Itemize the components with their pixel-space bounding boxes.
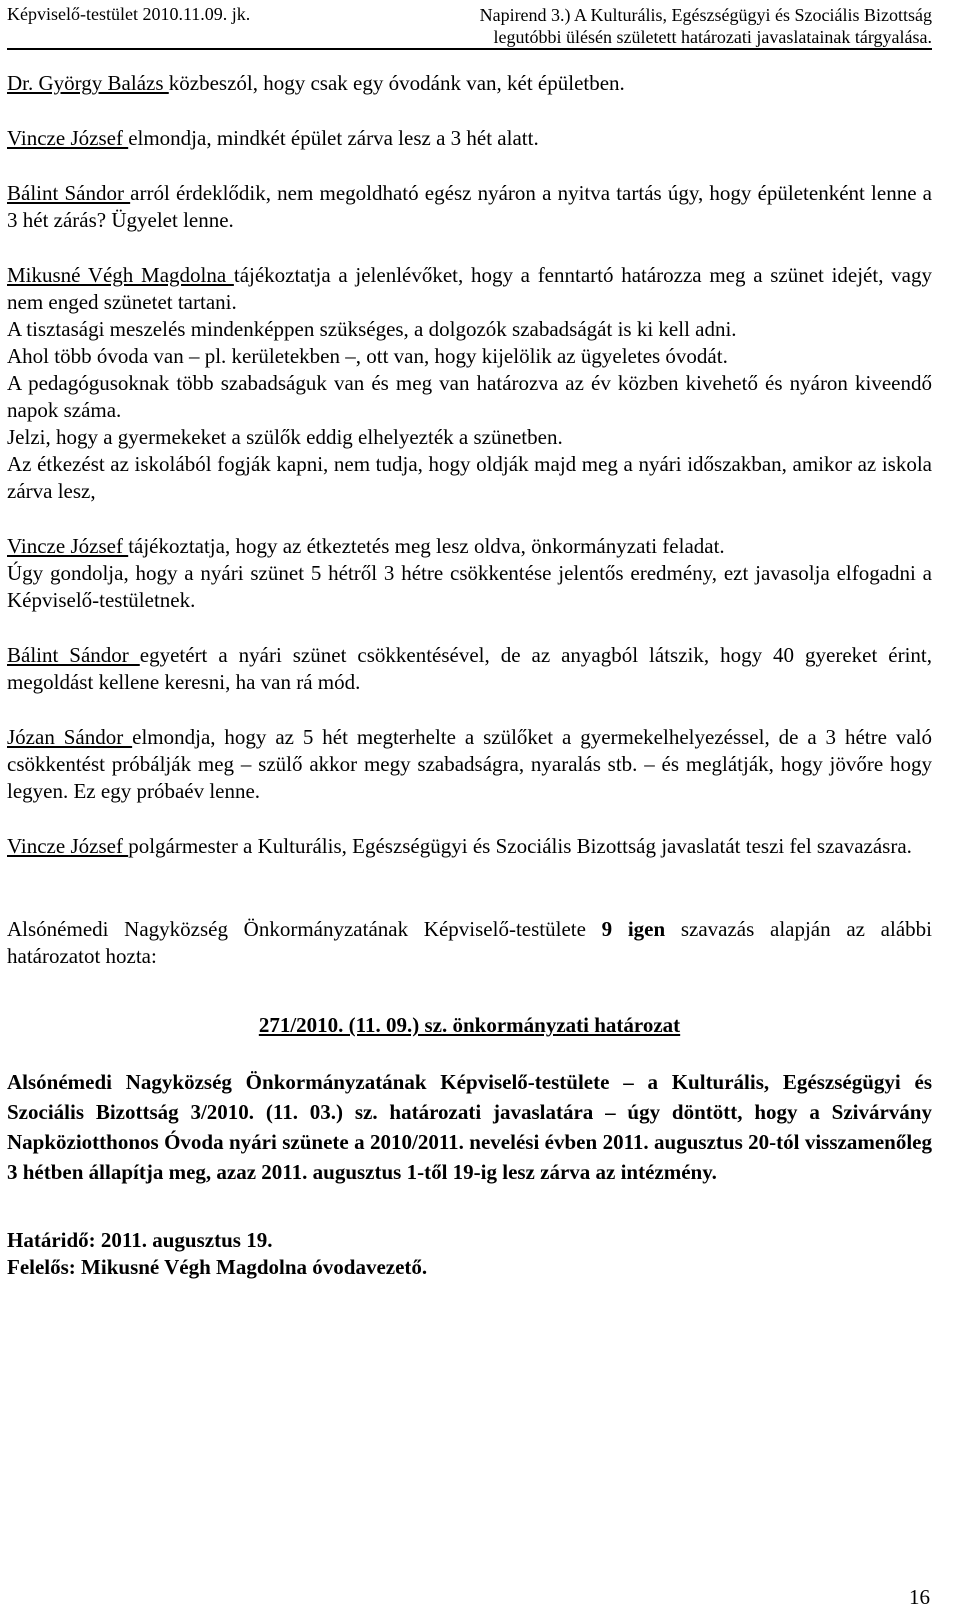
vote-pre: Alsónémedi Nagyközség Önkormányzatának Képviselő-testülete xyxy=(7,917,602,941)
header-right-line2: legutóbbi ülésén született határozati javaslatainak tárgyalása. xyxy=(493,27,932,47)
document-body xyxy=(7,70,932,1281)
paragraph-7 xyxy=(7,724,932,805)
speaker-name: Józan Sándor xyxy=(7,725,133,749)
paragraph-text: arról érdeklődik, nem megoldható egész nyáron a nyitva tartás úgy, hogy épületenként lenne a 3 hét zárás? Ügyelet lenne. xyxy=(7,181,932,232)
paragraph-text: tájékoztatja, hogy az étkeztetés meg lesz oldva, önkormányzati feladat. xyxy=(128,534,725,558)
page-header xyxy=(7,0,932,50)
vote-paragraph xyxy=(7,916,932,970)
paragraph-text: egyetért a nyári szünet csökkentésével, de az anyagból látszik, hogy 40 gyereket érint, megoldást kellene keresni, ha van rá mód. xyxy=(7,643,933,694)
header-right-line1: Napirend 3.) A Kulturális, Egészségügyi és Szociális Bizottság xyxy=(479,5,932,25)
decision-title: 271/2010. (11. 09.) sz. önkormányzati határozat xyxy=(258,1013,681,1037)
paragraph-4 xyxy=(7,262,932,316)
vote-count: 9 igen xyxy=(601,917,666,941)
paragraph-text: közbeszól, hogy csak egy óvodánk van, két épületben. xyxy=(168,71,625,95)
speaker-name: Bálint Sándor xyxy=(7,181,131,205)
paragraph-5 xyxy=(7,533,932,560)
speaker-name: Dr. György Balázs xyxy=(7,71,169,95)
decision-responsible: Felelős: Mikusné Végh Magdolna óvodavezető. xyxy=(7,1255,428,1279)
speaker-name: Vincze József xyxy=(7,834,129,858)
decision-body: Alsónémedi Nagyközség Önkormányzatának Képviselő-testülete – a Kulturális, Egészségügyi és Szociális Bizottság 3/2010. (11. 03.) sz. határozati javaslatára – úgy döntött, hogy a Szivárvány Napköziotthonos Óvoda nyári szünete a 2010/2011. nevelési évben 2011. augusztus 20-tól visszamenőleg 3 hétben állapítja meg, azaz 2011. augusztus 1-től 19-ig lesz zárva az intézmény. xyxy=(7,1070,932,1184)
paragraph-4-line-5: Jelzi, hogy a gyermekeket a szülők eddig elhelyezték a szünetben. xyxy=(7,425,563,449)
paragraph-text: polgármester a Kulturális, Egészségügyi és Szociális Bizottság javaslatát teszi fel szavazásra. xyxy=(128,834,912,858)
paragraph-text: elmondja, mindkét épület zárva lesz a 3 hét alatt. xyxy=(128,126,539,150)
paragraph-4-line-4: A pedagógusoknak több szabadságuk van és meg van határozva az év közben kivehető és nyáron kiveendő napok száma. xyxy=(7,371,932,422)
paragraph-2 xyxy=(7,125,932,152)
paragraph-3 xyxy=(7,180,932,234)
paragraph-1 xyxy=(7,70,932,97)
paragraph-4-line-6: Az étkezést az iskolából fogják kapni, nem tudja, hogy oldják majd meg a nyári időszakban, amikor az iskola zárva lesz, xyxy=(7,452,932,503)
page-number: 16 xyxy=(909,1585,930,1609)
header-right xyxy=(480,4,932,48)
vote-post: szavazás alapján az alábbi határozatot hozta: xyxy=(7,917,932,968)
paragraph-text: tájékoztatja a jelenlévőket, hogy a fenntartó határozza meg a szünet idejét, vagy nem enged szünetet tartani. xyxy=(7,263,932,314)
speaker-name: Mikusné Végh Magdolna xyxy=(7,263,234,287)
header-left: Képviselő-testület 2010.11.09. jk. xyxy=(7,4,251,24)
paragraph-text: elmondja, hogy az 5 hét megterhelte a szülőket a gyermekelhelyezéssel, de a 3 hétre való csökkentést próbálják meg – szülő akkor megy szabadságra, nyaralás stb. – és meglátják, hogy jövőre hogy legyen. Ez egy próbaév lenne. xyxy=(7,725,932,803)
paragraph-4-line-2: A tisztasági meszelés mindenképpen szükséges, a dolgozók szabadságát is ki kell adni. xyxy=(7,317,737,341)
paragraph-4-line-3: Ahol több óvoda van – pl. kerületekben –, ott van, hogy kijelölik az ügyeletes óvodát. xyxy=(7,344,728,368)
paragraph-8 xyxy=(7,833,932,860)
paragraph-6 xyxy=(7,642,932,696)
paragraph-5-line-2: Úgy gondolja, hogy a nyári szünet 5 hétről 3 hétre csökkentése jelentős eredmény, ezt javasolja elfogadni a Képviselő-testületnek. xyxy=(7,561,932,612)
speaker-name: Vincze József xyxy=(7,126,129,150)
speaker-name: Bálint Sándor xyxy=(7,643,140,667)
decision-deadline: Határidő: 2011. augusztus 19. xyxy=(7,1228,273,1252)
speaker-name: Vincze József xyxy=(7,534,129,558)
